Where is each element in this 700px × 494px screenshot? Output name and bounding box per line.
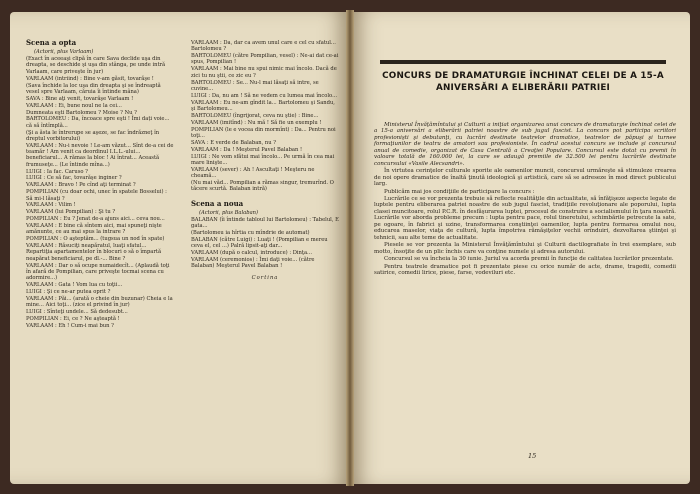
dialogue-line: POMPILIAN : Ei, ce ? Ne aşteaptă ! [26, 316, 120, 323]
dialogue-line: VARLAAM : Vilim ! [26, 202, 76, 209]
article-paragraph: În virtutea cerinţelor culturale sporite ale oamenilor muncii, concursul urmăreşte să stimuleze crearea de noi opere dramatice de înaltă ţinută ideologică şi artistică, care să se adreseze în mod direct publicului larg. [374, 168, 676, 188]
dialogue-line: (Sava închide la loc uşa din dreapta şi se îndreaptă vesel spre Varlaam, căruia îi întinde mâna) [26, 82, 161, 95]
dialogue-line: VARLAAM : Păi... (arată o cheie din buzunar) Cheia e la mine... Aici toţi... (zice el privind în jur) [26, 295, 173, 309]
dialogue-line: VARLAAM (sever) : Ah ! Ascultaţi ! Meşteru ne cheamă... [191, 166, 315, 180]
dialogue-line: VARLAAM : Bravo ! Pe cînd aţi terminat ? [26, 182, 136, 189]
dialogue-line: VARLAAM : Nu-i nevoie ! Le-am văzut... Sînt de-a cei de teamăr ! Am venit ca deordinul I.L.L.-ului... beneficiarul... A rămas la bloc ! Ai întrat... Această frumuseţe... (Le întinde mîna...) [26, 142, 174, 168]
article-paragraph: Piesele se vor prezenta la Ministerul Învăţămîntului şi Culturii dactilografiate în trei exemplare, sub motto, însoţite de un plic închis care va conţine numele şi adresa autorului. [374, 242, 676, 255]
article-paragraph: Pentru teatrele dramatice pot fi prezentate piese cu orice număr de acte, drame, tragedii, comedii satirice, comedii lirice, piese, farse, vodeviluri etc. [374, 263, 676, 276]
dialogue-line: VARLAAM : Da ! Meşterul Pavel Balaban ! [191, 146, 303, 153]
article-paragraph: Lucrările ce se vor prezenta trebuie să reflecte realităţile din actualitate, să înfăţişeze aspecte legate de luptele pentru eliberarea patriei noastre de sub jugul fascist, tradiţiile revoluţionare ale poporului, lupta clasei muncitoare, rolul P.C.R. în desfăşurarea luptei, procesul de construire a socialismului în ţara noastră. Lucrările vor aborda probleme precum : lupta pentru pace, rolul tineretului, schimbările petrecute la sate, pe ogoare, în fabrici şi uzine, transformarea conştiinţei oamenilor, lupta pentru formarea omului nou, educarea maselor, viaţa de cultură, lupta împotriva rămăşiţelor vechii orînduiri, dezvoltarea ştiinţei şi tehnicii, sau alte teme de actualitate. [374, 195, 676, 241]
dialogue-line: POMPILIAN (le e vocea din mormînt) : Da... Pentru noi toţi... [191, 126, 336, 139]
dialogue-line: LUIGI : Ne vom sfătui mai încolo... Pe urmă în cea mai mare linişte... [191, 153, 335, 166]
dialogue-line: VARLAAM : Da, dar ca avem unul care e cel cu sfatul... Bartolomeu ? [191, 40, 336, 53]
article-body [374, 122, 676, 277]
dialogue-line: (Nu mai văd... Pompilian a rămas singur, tremurînd. O tăcere scurtă. Balaban intră) [191, 179, 334, 193]
scene-eight-heading: Scena a opta [26, 38, 77, 47]
dialogue-line: LUIGI : Ia fac. Caruso ? [26, 168, 88, 175]
dialogue-line: VARLAAM (imitînd) : Nu mă ! Să fie un exemplu ! [191, 119, 322, 126]
dialogue-line: BARTOLOMEU (îngrijorat, ceva nu ştie) : Bine... [191, 112, 319, 119]
dialogue-line: BARTOLOMEU : Da, încoace spre eşti ! Îmi dați voie... că să întîmplă... [26, 116, 170, 129]
dialogue-line: VARLAAM : Gata ! Vom lua cu toţii... [26, 282, 123, 289]
dialogue-line: VARLAAM (lui Pompilian) : Şi tu ? [26, 209, 116, 216]
dialogue-line: BARTOLOMEU : Se... Nu-l mai lăsaţi să intre, se cuvine... [191, 79, 319, 92]
article-lead: Ministerul Învăţămîntului şi Culturii a iniţiat organizarea unui concurs de dramaturgie închinat celei de a 15-a aniversări a eliberării patriei noastre de sub jugul fascist. La concurs pot participa scriitori profesionişti şi debutanţi, cu lucrări destinate teatrelor dramatice, teatrelor de păpuşi şi turnee formaţiunilor de teatru de amatori sau profesioniste. În cadrul acestui concurs se include şi concursul anual de comedie, organizat de Casa Centrală a Creaţiei Populare. Concursul este dotat cu premii în valoare totală de 160.000 lei, la care se adaugă premiile de 32.500 lei pentru lucrările destinate concursului «Vasile Alecsandri». [374, 122, 676, 167]
dialogue-continued [191, 40, 339, 193]
curtain-footer: Cortina [251, 275, 279, 282]
dialogue-line: BALABAN (către Luigi) : Luaţi ! (Pompilian e mereu ceva el, cel ...) Palră lipsit-aţi dar... [191, 236, 328, 250]
dialogue-line: LUIGI : Da, nu am ! Să ne vedem cu lumea mai încolo... [191, 92, 338, 99]
dialogue-line: VARLAAM : Eu ne-am gîndit la... Bartolomeu şi Sandu, şi Bartolomeu... [191, 99, 335, 112]
scene-nine-lines [191, 217, 339, 270]
dialogue-line: VARLAAM : Mai bine nu spui nimic mai încolo. Dacă de zici tu nu ştii, ce zic eu ? [191, 66, 337, 79]
dialogue-line: VARLAAM (ceremonios) : Îmi daţi voie... (către Balaban) Meşterul Pavel Balaban ! [191, 256, 315, 270]
dialogue-line: LUIGI : Şi ce ne-ar putea oprit ? [26, 289, 111, 296]
article-paragraphs [374, 168, 676, 276]
book-gutter [346, 10, 354, 486]
dialogue-line: BALABAN (îi întinde tabloul lui Bartolomeu) : Tabelul, E gata... [191, 216, 339, 230]
title-line-1: CONCURS DE DRAMATURGIE ÎNCHINAT CELEI DE A 15-A [382, 71, 664, 81]
dialogue-line: VARLAAM : E bine că sîntem aici, mai spuneţi nişte amănunte, ce au mai spus la intrare ? [26, 223, 162, 236]
dialogue-line: VARLAAM : Eh ! Cum-i mai bun ? [26, 322, 114, 329]
article-paragraph: Publicăm mai jos condiţiile de participare la concurs : [384, 188, 535, 195]
title-rule [380, 60, 666, 64]
scene-eight-lines [26, 56, 174, 329]
stage-direction: (Actorii, plus Varlaam) [34, 49, 94, 56]
page-number: 15 [528, 452, 537, 460]
dialogue-line: Dumneata eşti Bartolomeu ? Moise ? Nu ? [26, 109, 137, 116]
dialogue-line: POMPILIAN : Eu ? Jenat de-a ajuns aici... ceva nou... [26, 216, 165, 223]
dialogue-line: POMPILIAN : O aşteptăm... (tugsua un nod în spate) [26, 236, 165, 243]
dialogue-line: SAVA : E verde de Balaban, nu ? [191, 139, 277, 146]
dialogue-line: (Exact în aceeaşi clipă în care Sava declide uşa din dreapta, se deschide şi uşa din stânga, pe unde intră Varlaam, care priveşte în jur) [26, 56, 166, 75]
dialogue-line: VARLAAM : Dar o să ocupe numaidecît... (Aplaudă toţi în afară de Pompilian, care priveşte tocmai scena cu adormire...) [26, 262, 170, 282]
article-paragraph: Concursul se va încheia la 30 iunie. Juriul va acorda premii în funcţie de calitatea lucrărilor prezentate. [384, 256, 674, 263]
dialogue-line: BARTOLOMEU (către Pompilian, vesel) : Ne-ai dat ce-ai spus, Pompilian ! [191, 53, 339, 66]
left-column-b [191, 40, 339, 282]
dialogue-line: POMPILIAN (cu doar ochi, unec în spatele Bosselui) : Să mi-l lăsaţi ? [26, 189, 167, 202]
title-line-2: ANIVERSĂRI A ELIBERĂRII PATRIEI [435, 83, 611, 93]
dialogue-line: (Bartolomeu ia hîrtia cu mîndrie de automat) [191, 229, 310, 236]
dialogue-line: (Şi a ăsta le întrerupe se aşeze, se fac îndrăzneţ în dreptul vorbitorului) [26, 129, 160, 142]
dialogue-line: VARLAAM : Răsuciţi neapăratul, luaţi sfatul... Repartiţia apartamentelor în blocuri o să o împartă neapărat beneficiarul, pe dl.-... Bine ? [26, 243, 162, 262]
dialogue-line: VARLAAM (după o calcul, introduce) : Dinţa... [191, 250, 313, 256]
left-column-a [26, 40, 174, 330]
dialogue-line: VARLAAM : Ei, bune noul ne la cei... [26, 102, 122, 109]
stage-direction-2: (Actorii, plus Balaban) [199, 209, 259, 216]
dialogue-line: LUIGI : Ce să fac, tovarăşe inginer ? [26, 175, 122, 182]
dialogue-line: SAVA : Bine aţi venit, tovarăşe Varlaam ! [26, 95, 134, 102]
dialogue-line: VARLAAM (intriind) : Bine v-am găsit, tovarăşe ! [26, 75, 154, 82]
article-title [380, 70, 666, 94]
scene-nine-heading: Scena a noua [191, 198, 244, 208]
dialogue-line: LUIGI : Sînteţi undele... Să dedesubt... [26, 309, 128, 316]
left-page [10, 12, 350, 484]
